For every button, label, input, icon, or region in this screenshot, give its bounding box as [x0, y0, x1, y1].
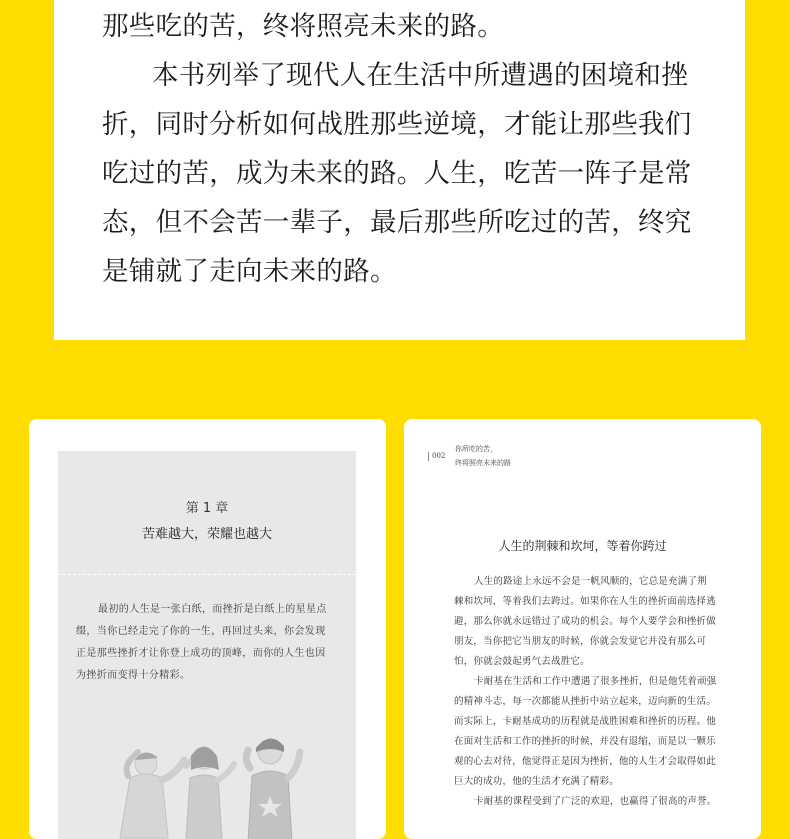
intro-card	[54, 0, 745, 340]
intro-line: 态，但不会苦一辈子，最后那些所吃过的苦，终究	[102, 207, 692, 238]
intro-line: 折，同时分析如何战胜那些逆境，才能让那些我们	[102, 109, 692, 140]
right-person-figure	[246, 738, 300, 839]
body-line: 观的心去对待，他觉得正是因为挫折，他的人生才会取得如此	[454, 756, 716, 767]
left-person-figure	[120, 752, 184, 838]
chapter-intro-line: 为挫折而变得十分精彩。	[76, 670, 191, 681]
body-line: 避，那么你就永远错过了成功的机会。每个人要学会和挫折做	[454, 616, 716, 627]
running-header-line: 终将照亮未来的路	[455, 459, 511, 467]
section-body-text	[454, 572, 744, 812]
section-title: 人生的荆棘和坎坷，等着你跨过	[498, 539, 667, 553]
dashed-divider	[58, 574, 356, 575]
body-line: 的精神斗志，每一次都能从挫折中站立起来，迈向新的生活。	[454, 696, 716, 707]
page-number: 002	[428, 452, 445, 461]
right-book-page	[404, 419, 761, 839]
chapter-intro-line: 正是那些挫折才让你登上成功的顶峰，而你的人生也因	[76, 648, 326, 659]
body-line: 怕，你就会鼓起勇气去战胜它。	[454, 656, 590, 667]
intro-line: 本书列举了现代人在生活中所遭遇的困境和挫	[152, 60, 688, 91]
left-book-page	[29, 419, 386, 839]
running-header	[455, 442, 511, 470]
body-line: 巨大的成功，他的生活才充满了精彩。	[454, 776, 619, 787]
body-line: 在面对生活和工作的挫折的时候，并没有退缩，而是以一颗乐	[454, 736, 716, 747]
three-friends-illustration	[58, 696, 356, 839]
intro-line: 那些吃的苦，终将照亮未来的路。	[102, 11, 504, 42]
chapter-intro-text	[76, 599, 344, 687]
body-line: 卡耐基在生活和工作中遭遇了很多挫折，但是他凭着顽强	[474, 676, 717, 687]
middle-person-figure	[186, 747, 234, 839]
intro-paragraph	[102, 2, 702, 296]
body-line: 而实际上，卡耐基成功的历程就是战胜困难和挫折的历程。他	[454, 716, 716, 727]
intro-line: 是铺就了走向未来的路。	[102, 256, 397, 287]
chapter-number: 第 1 章	[185, 501, 229, 516]
body-line: 棘和坎坷，等着我们去跨过。如果你在人生的挫折面前选择逃	[454, 596, 716, 607]
intro-line: 吃过的苦，成为未来的路。人生，吃苦一阵子是常	[102, 158, 692, 189]
running-header-line: 你所吃的苦，	[455, 445, 497, 453]
body-line: 朋友，当你把它当朋友的时候，你就会发觉它并没有那么可	[454, 636, 707, 647]
chapter-title: 苦难越大，荣耀也越大	[141, 527, 272, 542]
chapter-panel	[58, 451, 356, 839]
body-line: 卡耐基的课程受到了广泛的欢迎，也赢得了很高的声誉。	[474, 796, 717, 807]
chapter-intro-line: 缀，当你已经走完了你的一生，再回过头来，你会发现	[76, 626, 326, 637]
body-line: 人生的路途上永远不会是一帆风顺的，它总是充满了荆	[474, 576, 707, 587]
chapter-intro-line: 最初的人生是一张白纸，而挫折是白纸上的星星点	[98, 604, 327, 615]
